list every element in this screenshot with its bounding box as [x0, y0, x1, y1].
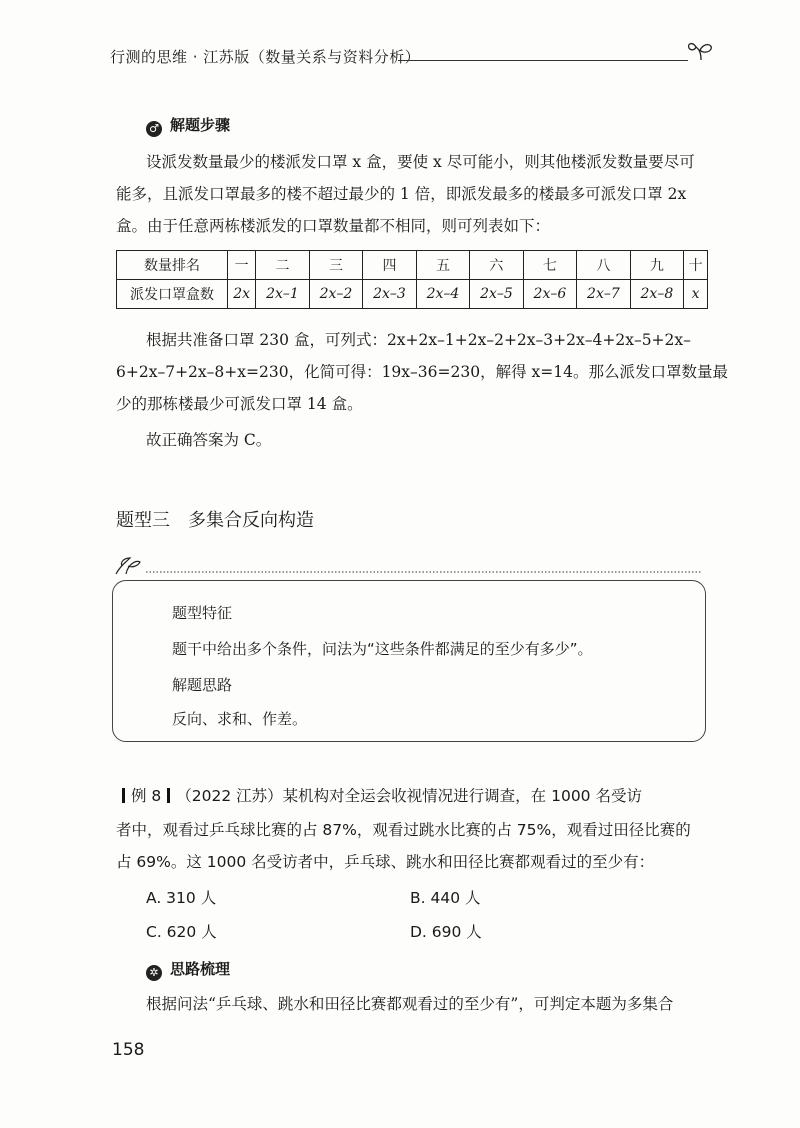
- table-cell: 二: [256, 251, 309, 280]
- analysis-line: 根据问法“乒乓球、跳水和田径比赛都观看过的至少有”，可判定本题为多集合: [146, 995, 674, 1013]
- running-header: 行测的思维 · 江苏版（数量关系与资料分析）: [110, 48, 421, 66]
- equation-line-3: 少的那栋楼最少可派发口罩 14 盒。: [116, 395, 363, 413]
- feature-label: 题型特征: [172, 604, 233, 622]
- table-cell: 七: [523, 251, 576, 280]
- answer-line: 故正确答案为 C。: [146, 431, 272, 449]
- solution-line-3: 盒。由于任意两栋楼派发的口罩数量都不相同，则可列表如下：: [116, 217, 551, 235]
- example-line-2: 者中，观看过乒乓球比赛的占 87%，观看过跳水比赛的占 75%，观看过田径比赛的: [116, 821, 691, 839]
- analysis-heading-label: 思路梳理: [170, 960, 231, 978]
- example-label: 例 8: [131, 787, 162, 805]
- method-text: 反向、求和、作差。: [172, 710, 308, 728]
- method-label: 解题思路: [172, 676, 233, 694]
- analysis-heading: [146, 958, 230, 981]
- equation-line-2: 6+2x–7+2x–8+x=230，化简可得：19x–36=230，解得 x=14。那么派发口罩数量最: [116, 363, 728, 381]
- option-c: C. 620 人: [146, 923, 217, 941]
- table-cell: 九: [630, 251, 683, 280]
- table-cell: 2x–7: [577, 280, 630, 309]
- steps-icon: ♂: [146, 121, 162, 137]
- table-header-count: 派发口罩盒数: [117, 280, 228, 309]
- header-rule: [398, 60, 688, 61]
- solution-line-2: 能多，且派发口罩最多的楼不超过最少的 1 倍，即派发最多的楼最多可派发口罩 2x: [116, 185, 687, 203]
- distribution-table: [116, 250, 708, 309]
- example-line-3: 占 69%。这 1000 名受访者中，乒乓球、跳水和田径比赛都观看过的至少有：: [116, 853, 655, 871]
- label-bar-icon: [167, 788, 170, 803]
- solution-heading-label: 解题步骤: [170, 116, 231, 134]
- example-text-1: （2022 江苏）某机构对全运会收视情况进行调查，在 1000 名受访: [176, 787, 642, 805]
- sprout-icon: [686, 38, 716, 62]
- table-cell: 十: [684, 251, 708, 280]
- option-d: D. 690 人: [410, 923, 482, 941]
- solution-heading: [146, 114, 230, 137]
- table-header-rank: 数量排名: [117, 251, 228, 280]
- table-cell: 2x–8: [630, 280, 683, 309]
- table-cell: 2x–4: [416, 280, 469, 309]
- table-cell: 2x–1: [256, 280, 309, 309]
- table-cell: 2x–3: [363, 280, 416, 309]
- feature-text: 题干中给出多个条件，问法为“这些条件都满足的至少有多少”。: [172, 640, 593, 658]
- table-cell: 八: [577, 251, 630, 280]
- table-cell: 五: [416, 251, 469, 280]
- table-cell: 2x: [228, 280, 256, 309]
- option-a: A. 310 人: [146, 889, 217, 907]
- table-cell: 2x–5: [470, 280, 523, 309]
- table-cell: 三: [309, 251, 362, 280]
- table-cell: x: [684, 280, 708, 309]
- card-divider: [112, 552, 704, 582]
- table-cell: 六: [470, 251, 523, 280]
- table-cell: 四: [363, 251, 416, 280]
- example-line-1: [116, 782, 642, 811]
- equation-line-1: 根据共准备口罩 230 盒，可列式：2x+2x–1+2x–2+2x–3+2x–4+2x–5+2x–: [146, 331, 691, 349]
- table-cell: 2x–2: [309, 280, 362, 309]
- table-row-ranks: [117, 251, 708, 280]
- table-cell: 2x–6: [523, 280, 576, 309]
- option-b: B. 440 人: [410, 889, 481, 907]
- section-title: 题型三 多集合反向构造: [116, 510, 314, 531]
- gear-icon: ✲: [146, 965, 162, 981]
- table-cell: 一: [228, 251, 256, 280]
- table-row-counts: [117, 280, 708, 309]
- page-number: 158: [112, 1040, 145, 1060]
- label-bar-icon: [122, 788, 125, 803]
- solution-line-1: 设派发数量最少的楼派发口罩 x 盒，要使 x 尽可能小，则其他楼派发数量要尽可: [146, 153, 695, 171]
